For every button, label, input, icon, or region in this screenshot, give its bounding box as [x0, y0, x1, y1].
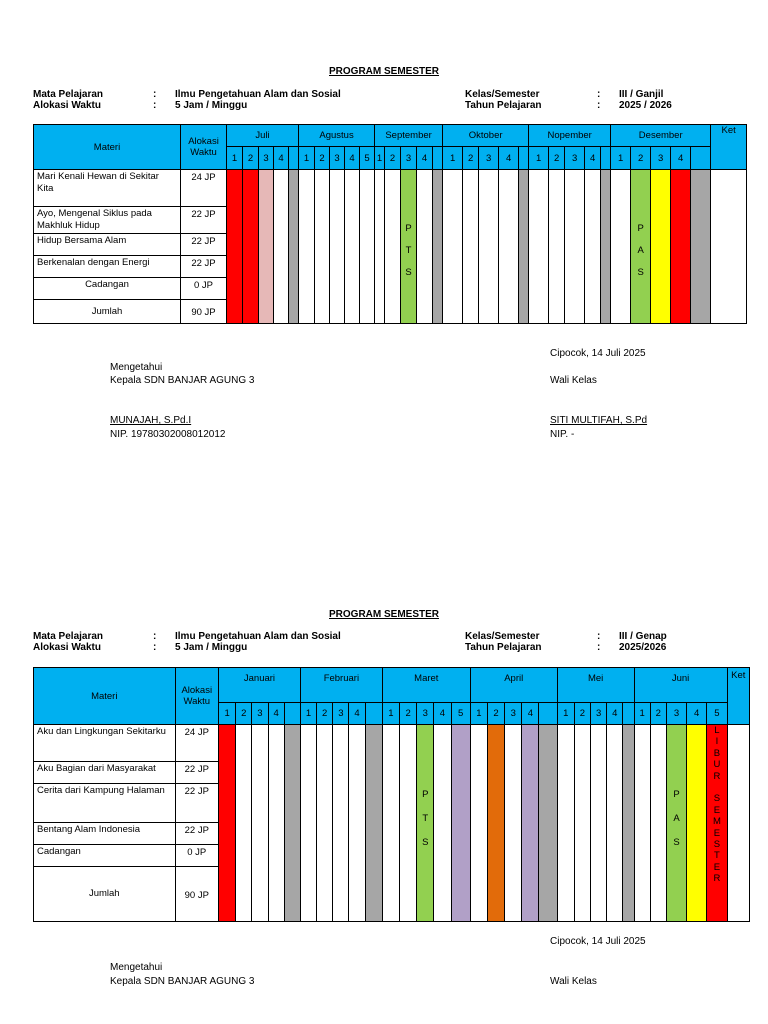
libur-letter: E [713, 827, 721, 839]
week-cell [470, 725, 487, 922]
doc1-mengetahui: Mengetahui [110, 362, 163, 373]
week-cell-gray [623, 725, 634, 922]
doc1-kepala-nip: NIP. 19780302008012012 [110, 429, 226, 440]
doc2-kepala-title: Kepala SDN BANJAR AGUNG 3 [110, 976, 255, 987]
header-materi: Materi [34, 125, 181, 170]
week-number: 3 [666, 703, 686, 725]
doc2-colon: : [153, 642, 157, 653]
week-number: 1 [557, 703, 574, 725]
alokasi-cell: 22 JP [181, 256, 227, 278]
doc2-colon: : [597, 642, 601, 653]
week-number: 3 [505, 703, 522, 725]
materi-cell: Berkenalan dengan Energi [34, 256, 181, 278]
week-number: 1 [300, 703, 316, 725]
alokasi-cell: 0 JP [175, 845, 218, 867]
week-number: 1 [611, 147, 631, 170]
month-header: September [375, 125, 443, 147]
table-row [34, 170, 747, 207]
libur-letter: R [713, 770, 721, 782]
week-cell-purple [451, 725, 470, 922]
doc2-kelas-value: III / Genap [619, 631, 667, 642]
week-cell-green [631, 170, 651, 324]
doc2-alokasi-label: Alokasi Waktu [33, 642, 101, 653]
doc1-colon: : [597, 89, 601, 100]
doc1-mapel-label: Mata Pelajaran [33, 89, 104, 100]
week-cell-red [243, 170, 259, 324]
week-number [539, 703, 557, 725]
libur-letter: M [712, 816, 721, 828]
week-number: 2 [400, 703, 417, 725]
week-number: 4 [687, 703, 707, 725]
week-cell [315, 170, 330, 324]
doc2-colon: : [597, 631, 601, 642]
doc2-wali-title: Wali Kelas [550, 976, 597, 987]
week-cell [375, 170, 385, 324]
week-cell [300, 725, 316, 922]
week-cell-gray [433, 170, 443, 324]
week-number [289, 147, 299, 170]
doc1-place-date: Cipocok, 14 Juli 2025 [550, 348, 646, 359]
doc1-kepala-name: MUNAJAH, S.Pd.I [110, 415, 192, 426]
month-header: Mei [557, 668, 634, 703]
doc1-colon: : [153, 89, 157, 100]
materi-cell: Aku Bagian dari Masyarakat [34, 762, 176, 784]
week-number: 4 [345, 147, 360, 170]
week-number: 1 [382, 703, 399, 725]
libur-letter: E [713, 804, 721, 816]
pts-letter: P [422, 789, 429, 800]
week-number: 4 [585, 147, 601, 170]
month-header: Juni [634, 668, 727, 703]
week-cell [333, 725, 349, 922]
week-number [623, 703, 634, 725]
alokasi-cell: 90 JP [181, 300, 227, 324]
libur-letter: T [714, 850, 720, 862]
alokasi-cell: 22 JP [181, 207, 227, 234]
doc2-schedule-table [33, 667, 750, 922]
week-cell [463, 170, 479, 324]
doc1-kelas-value: III / Ganjil [619, 89, 664, 100]
week-cell [252, 725, 268, 922]
month-header: Desember [611, 125, 711, 147]
week-cell-purple [522, 725, 539, 922]
week-cell [565, 170, 585, 324]
week-cell [505, 725, 522, 922]
week-number: 4 [349, 703, 365, 725]
doc2-title: PROGRAM SEMESTER [329, 609, 440, 620]
pts-letter: T [422, 813, 429, 824]
week-number: 3 [591, 703, 607, 725]
materi-cell: Bentang Alam Indonesia [34, 823, 176, 845]
doc2-mengetahui: Mengetahui [110, 962, 163, 973]
doc1-colon: : [597, 100, 601, 111]
week-cell-red [707, 725, 727, 922]
doc2-mapel-label: Mata Pelajaran [33, 631, 104, 642]
doc1-title: PROGRAM SEMESTER [329, 66, 440, 77]
week-number [284, 703, 300, 725]
week-number: 4 [499, 147, 519, 170]
week-cell [443, 170, 463, 324]
week-number: 4 [434, 703, 451, 725]
week-number: 1 [299, 147, 315, 170]
pas-letter: S [673, 837, 680, 848]
materi-cell: Cadangan [34, 845, 176, 867]
week-cell [349, 725, 365, 922]
week-number: 3 [401, 147, 417, 170]
week-cell [549, 170, 565, 324]
libur-letter: B [713, 747, 721, 759]
week-number: 1 [375, 147, 385, 170]
libur-letter: I [715, 736, 719, 748]
week-cell-gray [691, 170, 711, 324]
pts-letter: P [405, 223, 412, 234]
month-header: Juli [227, 125, 299, 147]
pas-letter: A [637, 245, 644, 256]
week-number: 1 [529, 147, 549, 170]
week-cell [434, 725, 451, 922]
week-number: 2 [317, 703, 333, 725]
week-number: 3 [565, 147, 585, 170]
week-cell [236, 725, 252, 922]
week-number: 1 [443, 147, 463, 170]
header-ket: Ket [727, 668, 749, 725]
week-cell [585, 170, 601, 324]
week-cell-red [227, 170, 243, 324]
materi-cell: Hidup Bersama Alam [34, 234, 181, 256]
week-number: 5 [451, 703, 470, 725]
materi-cell: Jumlah [34, 867, 176, 922]
doc1-wali-nip: NIP. - [550, 429, 575, 440]
week-cell [634, 725, 650, 922]
week-number: 5 [707, 703, 727, 725]
doc2-mapel-value: Ilmu Pengetahuan Alam dan Sosial [175, 631, 341, 642]
pas-letter: A [673, 813, 680, 824]
doc1-alokasi-label: Alokasi Waktu [33, 100, 101, 111]
week-cell-orange [487, 725, 504, 922]
materi-cell: Cerita dari Kampung Halaman [34, 784, 176, 823]
week-cell-red [671, 170, 691, 324]
week-number: 2 [631, 147, 651, 170]
pas-letter: P [637, 223, 644, 234]
week-number: 4 [274, 147, 289, 170]
week-cell-yellow [651, 170, 671, 324]
pts-letter: S [405, 267, 412, 278]
alokasi-cell: 22 JP [175, 762, 218, 784]
week-cell [385, 170, 401, 324]
week-cell-green [666, 725, 686, 922]
week-number: 3 [333, 703, 349, 725]
week-cell-gray [289, 170, 299, 324]
doc1-wali-title: Wali Kelas [550, 375, 597, 386]
week-cell [557, 725, 574, 922]
libur-letter: R [713, 873, 721, 885]
week-cell [574, 725, 590, 922]
libur-letter [707, 782, 726, 793]
week-number: 2 [385, 147, 401, 170]
week-number [519, 147, 529, 170]
alokasi-cell: 24 JP [181, 170, 227, 207]
alokasi-cell: 22 JP [175, 823, 218, 845]
libur-letter: E [713, 861, 721, 873]
alokasi-cell: 24 JP [175, 725, 218, 762]
alokasi-cell: 0 JP [181, 278, 227, 300]
materi-cell: Cadangan [34, 278, 181, 300]
week-cell [382, 725, 399, 922]
libur-letter: S [713, 838, 721, 850]
doc2-kelas-label: Kelas/Semester [465, 631, 540, 642]
doc1-colon: : [153, 100, 157, 111]
week-cell-green [417, 725, 434, 922]
week-cell [591, 725, 607, 922]
week-cell-gray [365, 725, 382, 922]
doc2-tahun-label: Tahun Pelajaran [465, 642, 542, 653]
header-alokasi: Alokasi Waktu [175, 668, 218, 725]
pts-letter: S [422, 837, 429, 848]
alokasi-cell: 90 JP [175, 867, 218, 922]
week-number: 4 [522, 703, 539, 725]
month-header: Februari [300, 668, 382, 703]
week-number: 1 [219, 703, 236, 725]
alokasi-cell: 22 JP [181, 234, 227, 256]
week-number: 1 [227, 147, 243, 170]
week-number: 2 [574, 703, 590, 725]
week-cell-green [401, 170, 417, 324]
ket-cell [711, 170, 747, 324]
libur-letter: U [713, 759, 721, 771]
week-cell-gray [539, 725, 557, 922]
doc2-place-date: Cipocok, 14 Juli 2025 [550, 936, 646, 947]
week-cell-pink [259, 170, 274, 324]
materi-cell: Jumlah [34, 300, 181, 324]
libur-letter: S [713, 793, 721, 805]
doc1-tahun-value: 2025 / 2026 [619, 100, 672, 111]
week-number: 2 [236, 703, 252, 725]
doc2-colon: : [153, 631, 157, 642]
header-alokasi: Alokasi Waktu [181, 125, 227, 170]
week-number: 2 [243, 147, 259, 170]
month-header: Januari [219, 668, 301, 703]
week-number: 4 [671, 147, 691, 170]
materi-cell: Aku dan Lingkungan Sekitarku [34, 725, 176, 762]
week-number: 5 [360, 147, 375, 170]
pts-letter: T [405, 245, 412, 256]
week-number [691, 147, 711, 170]
week-number: 3 [259, 147, 274, 170]
header-ket: Ket [711, 125, 747, 170]
doc1-schedule-table [33, 124, 747, 324]
doc1-wali-name: SITI MULTIFAH, S.Pd [550, 415, 648, 426]
ket-cell [727, 725, 749, 922]
week-number: 3 [252, 703, 268, 725]
week-cell-gray [519, 170, 529, 324]
week-number: 2 [463, 147, 479, 170]
pas-letter: P [673, 789, 680, 800]
week-cell [274, 170, 289, 324]
week-cell-gray [284, 725, 300, 922]
week-number: 3 [651, 147, 671, 170]
week-number: 2 [650, 703, 666, 725]
table-row [34, 725, 750, 762]
month-header: Agustus [299, 125, 375, 147]
week-number: 1 [470, 703, 487, 725]
week-cell-red [219, 725, 236, 922]
doc1-tahun-label: Tahun Pelajaran [465, 100, 542, 111]
week-number [365, 703, 382, 725]
doc2-alokasi-value: 5 Jam / Minggu [175, 642, 248, 653]
week-number [601, 147, 611, 170]
week-cell [317, 725, 333, 922]
week-cell-yellow [687, 725, 707, 922]
materi-cell: Ayo, Mengenal Siklus pada Makhluk Hidup [34, 207, 181, 234]
week-cell [479, 170, 499, 324]
week-cell [611, 170, 631, 324]
month-header: Oktober [443, 125, 529, 147]
week-cell [417, 170, 433, 324]
week-number: 3 [479, 147, 499, 170]
month-header: Maret [382, 668, 470, 703]
month-header: Nopember [529, 125, 611, 147]
doc2-tahun-value: 2025/2026 [619, 642, 667, 653]
week-number [433, 147, 443, 170]
week-cell [330, 170, 345, 324]
libur-letter: L [714, 725, 720, 736]
materi-cell: Mari Kenali Hewan di Sekitar Kita [34, 170, 181, 207]
week-number: 3 [417, 703, 434, 725]
week-number: 3 [330, 147, 345, 170]
week-number: 2 [487, 703, 504, 725]
week-cell [345, 170, 360, 324]
header-materi: Materi [34, 668, 176, 725]
week-cell [400, 725, 417, 922]
week-number: 1 [634, 703, 650, 725]
week-number: 4 [607, 703, 623, 725]
week-cell-gray [601, 170, 611, 324]
week-cell [299, 170, 315, 324]
week-number: 4 [268, 703, 284, 725]
alokasi-cell: 22 JP [175, 784, 218, 823]
week-cell [650, 725, 666, 922]
week-number: 2 [315, 147, 330, 170]
week-number: 2 [549, 147, 565, 170]
doc1-mapel-value: Ilmu Pengetahuan Alam dan Sosial [175, 89, 341, 100]
pas-letter: S [637, 267, 644, 278]
week-cell [360, 170, 375, 324]
doc1-kepala-title: Kepala SDN BANJAR AGUNG 3 [110, 375, 255, 386]
week-cell [529, 170, 549, 324]
doc1-alokasi-value: 5 Jam / Minggu [175, 100, 248, 111]
month-header: April [470, 668, 557, 703]
week-cell [607, 725, 623, 922]
week-number: 4 [417, 147, 433, 170]
week-cell [268, 725, 284, 922]
week-cell [499, 170, 519, 324]
doc1-kelas-label: Kelas/Semester [465, 89, 540, 100]
